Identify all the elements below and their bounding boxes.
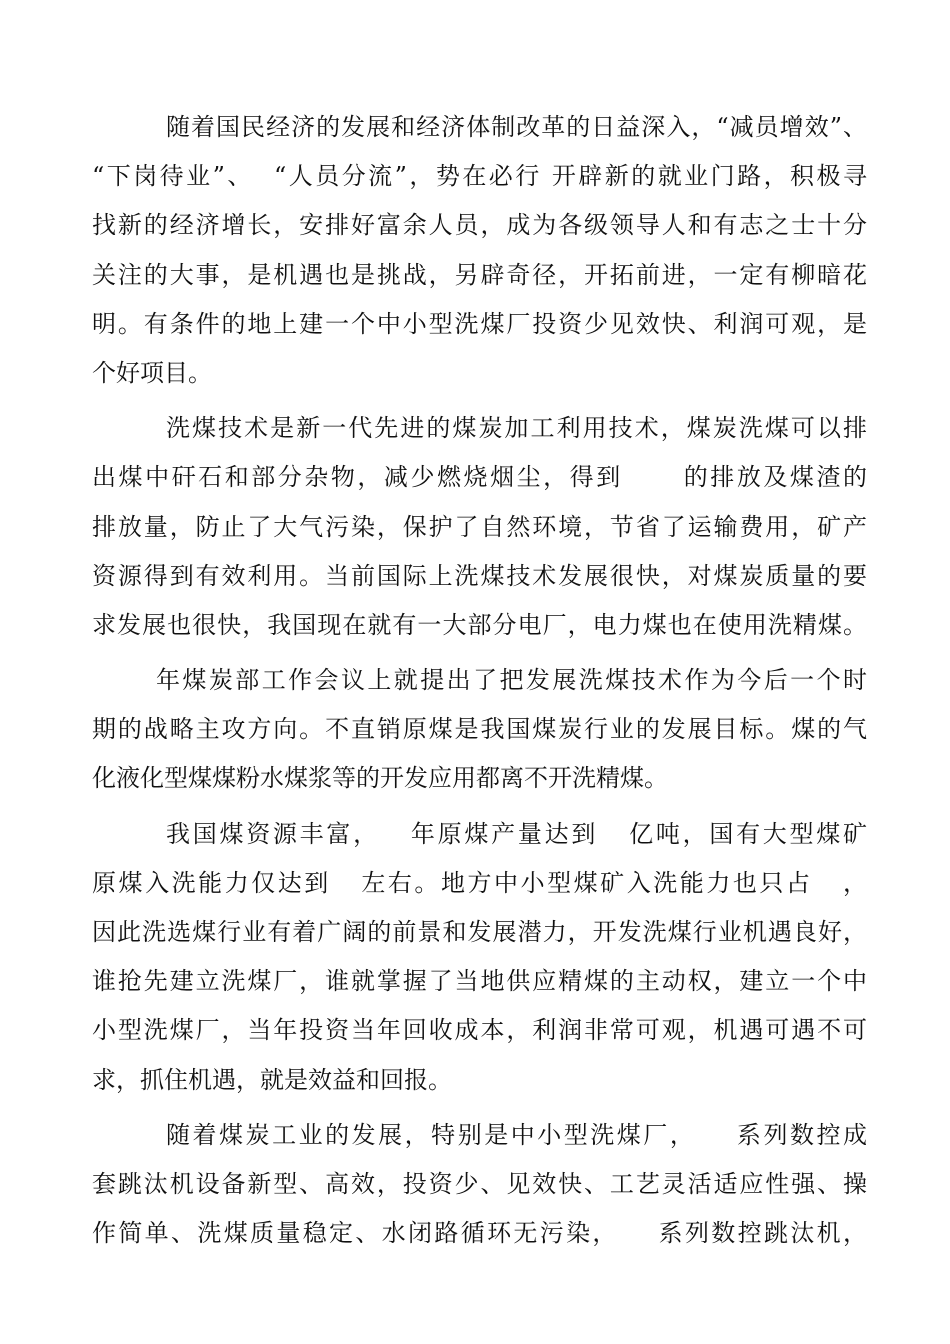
- paragraph-1-line-6: 个好项目。: [92, 358, 212, 387]
- document-body: [92, 103, 867, 1258]
- paragraph-1-line-2: “下岗待业”、 “人员分流”，势在必行 开辟新的就业门路，积极寻: [92, 162, 867, 191]
- paragraph-4-line-4: 谁抢先建立洗煤厂，谁就掌握了当地供应精煤的主动权，建立一个中: [92, 967, 867, 996]
- paragraph-5-line-1: 随着煤炭工业的发展，特别是中小型洗煤厂， 系列数控成: [166, 1120, 867, 1149]
- paragraph-1-line-4: 关注的大事，是机遇也是挑战，另辟奇径，开拓前进，一定有柳暗花: [92, 260, 867, 289]
- paragraph-1-line-5: 明。有条件的地上建一个中小型洗煤厂投资少见效快、利润可观，是: [92, 309, 867, 338]
- paragraph-4-line-5: 小型洗煤厂，当年投资当年回收成本，利润非常可观，机遇可遇不可: [92, 1016, 867, 1045]
- paragraph-2-line-2: 出煤中矸石和部分杂物，减少燃烧烟尘，得到 的排放及煤渣的: [92, 463, 867, 492]
- paragraph-2-line-1: 洗煤技术是新一代先进的煤炭加工利用技术，煤炭洗煤可以排: [166, 414, 867, 443]
- paragraph-5-line-3: 作简单、洗煤质量稳定、水闭路循环无污染， 系列数控跳汰机，: [92, 1219, 867, 1248]
- paragraph-3-line-1: 年煤炭部工作会议上就提出了把发展洗煤技术作为今后一个时: [156, 666, 867, 695]
- paragraph-2-line-3: 排放量，防止了大气污染，保护了自然环境，节省了运输费用，矿产: [92, 512, 867, 541]
- paragraph-4-line-2: 原煤入洗能力仅达到 左右。地方中小型煤矿入洗能力也只占 ，: [92, 868, 867, 897]
- paragraph-3-line-2: 期的战略主攻方向。不直销原煤是我国煤炭行业的发展目标。煤的气: [92, 715, 867, 744]
- paragraph-5-line-2: 套跳汰机设备新型、高效，投资少、见效快、工艺灵活适应性强、操: [92, 1169, 867, 1198]
- paragraph-4-line-3: 因此洗选煤行业有着广阔的前景和发展潜力，开发洗煤行业机遇良好，: [92, 918, 867, 946]
- paragraph-2-line-4: 资源得到有效利用。当前国际上洗煤技术发展很快，对煤炭质量的要: [92, 561, 867, 590]
- paragraph-1-line-3: 找新的经济增长，安排好富余人员，成为各级领导人和有志之士十分: [92, 211, 867, 240]
- paragraph-1-line-1: 随着国民经济的发展和经济体制改革的日益深入，“减员增效”、: [166, 113, 867, 141]
- paragraph-4-line-6: 求，抓住机遇，就是效益和回报。: [92, 1065, 452, 1094]
- paragraph-2-line-5: 求发展也很快，我国现在就有一大部分电厂，电力煤也在使用洗精煤。: [92, 610, 867, 639]
- paragraph-4-line-1: 我国煤资源丰富， 年原煤产量达到 亿吨，国有大型煤矿: [166, 819, 867, 848]
- paragraph-3-line-3: 化液化型煤煤粉水煤浆等的开发应用都离不开洗精煤。: [92, 764, 668, 793]
